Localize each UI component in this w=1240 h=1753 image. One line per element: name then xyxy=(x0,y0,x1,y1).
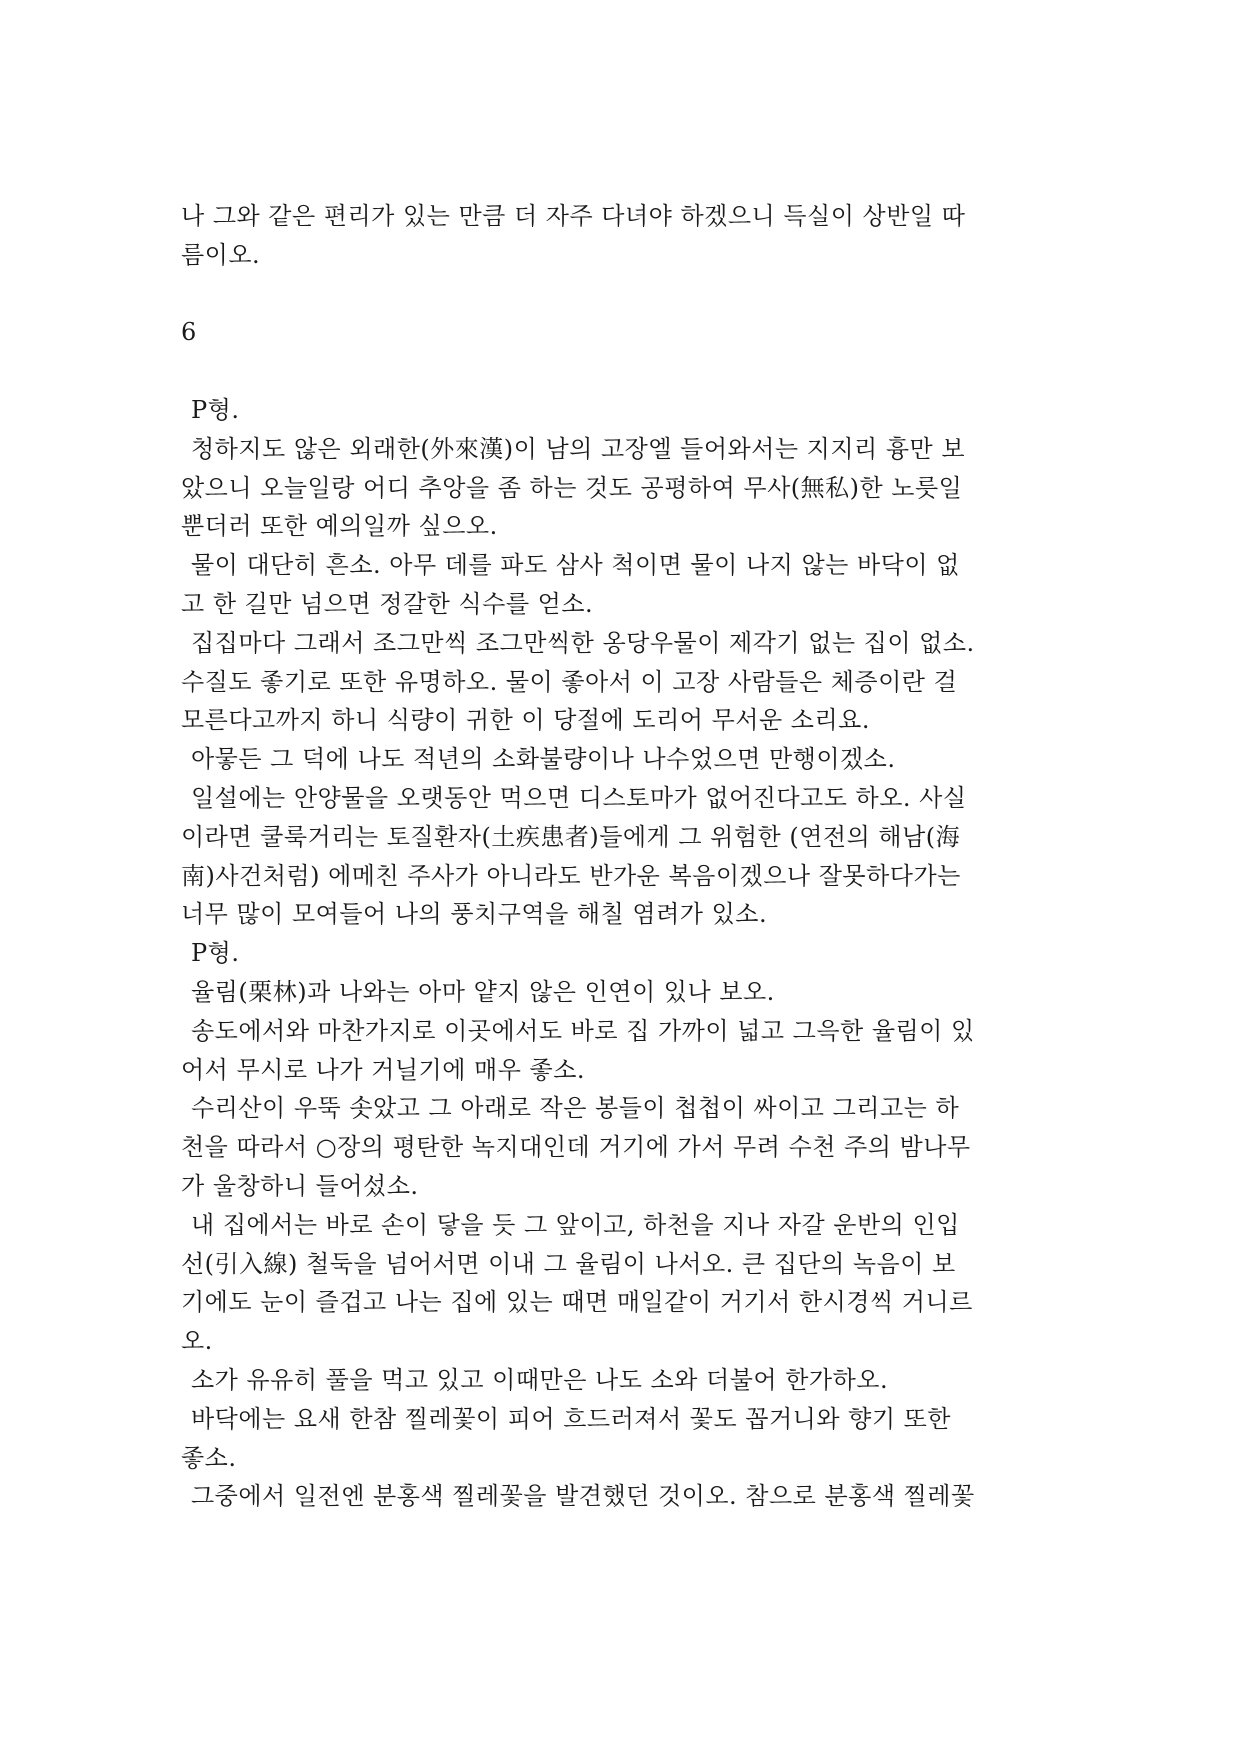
text-line: 어서 무시로 나가 거닐기에 매우 좋소. xyxy=(181,1055,586,1084)
text-line: 소가 유유히 풀을 먹고 있고 이때만은 나도 소와 더불어 한가하오. xyxy=(191,1365,889,1394)
text-line: 천을 따라서 ○장의 평탄한 녹지대인데 거기에 가서 무려 수천 주의 밤나무 xyxy=(181,1133,971,1162)
text-line: 기에도 눈이 즐겁고 나는 집에 있는 때면 매일같이 거기서 한시경씩 거니르 xyxy=(181,1288,973,1317)
text-line: 6 xyxy=(181,318,197,347)
text-line: 고 한 길만 넘으면 정갈한 식수를 얻소. xyxy=(181,589,594,618)
text-line: 좋소. xyxy=(181,1443,237,1472)
text-line: 南)사건처럼) 에메친 주사가 아니라도 반가운 복음이겠으나 잘못하다가는 xyxy=(181,861,961,890)
paragraph-gap xyxy=(181,352,1061,391)
text-line: 아뭏든 그 덕에 나도 적년의 소화불량이나 나수었으면 만행이겠소. xyxy=(191,745,896,774)
text-line: 나 그와 같은 편리가 있는 만큼 더 자주 다녀야 하겠으니 득실이 상반일 따 xyxy=(181,202,966,230)
text-line: 수리산이 우뚝 솟았고 그 아래로 작은 봉들이 첩첩이 싸이고 그리고는 하 xyxy=(191,1094,960,1123)
text-line: P형. xyxy=(191,939,240,968)
text-line: P형. xyxy=(191,395,240,424)
text-line: 집집마다 그래서 조그만씩 조그만씩한 옹당우물이 제각기 없는 집이 없소. xyxy=(191,628,975,657)
text-line: 수질도 좋기로 또한 유명하오. 물이 좋아서 이 고장 사람들은 체증이란 걸 xyxy=(181,667,958,696)
text-line: 모른다고까지 하니 식량이 귀한 이 당절에 도리어 무서운 소리요. xyxy=(181,706,870,735)
paragraph-gap xyxy=(181,275,1061,314)
text-line: 선(引入線) 철둑을 넘어서면 이내 그 율림이 나서오. 큰 집단의 녹음이 보 xyxy=(181,1249,956,1278)
text-line: 가 울창하니 들어섰소. xyxy=(181,1171,419,1200)
text-line: 물이 대단히 흔소. 아무 데를 파도 삼사 척이면 물이 나지 않는 바닥이 없 xyxy=(191,551,960,580)
text-line: 율림(栗林)과 나와는 아마 얕지 않은 인연이 있나 보오. xyxy=(191,977,775,1006)
text-line: 았으니 오늘일랑 어디 추앙을 좀 하는 것도 공평하여 무사(無私)한 노릇일 xyxy=(181,473,963,502)
text-line: 너무 많이 모여들어 나의 풍치구역을 해칠 염려가 있소. xyxy=(181,900,768,929)
text-line: 내 집에서는 바로 손이 닿을 듯 그 앞이고, 하천을 지나 자갈 운반의 인입 xyxy=(191,1210,960,1239)
text-line: 일설에는 안양물을 오랫동안 먹으면 디스토마가 없어진다고도 하오. 사실 xyxy=(191,783,967,812)
text-line: 뿐더러 또한 예의일까 싶으오. xyxy=(181,512,498,541)
text-line: 바닥에는 요새 한참 찔레꽃이 피어 흐드러져서 꽃도 꼽거니와 향기 또한 xyxy=(191,1404,951,1433)
text-line: 이라면 쿨룩거리는 토질환자(土疾患者)들에게 그 위험한 (연전의 해남(海 xyxy=(181,822,961,851)
text-line: 그중에서 일전엔 분홍색 찔레꽃을 발견했던 것이오. 참으로 분홍색 찔레꽃 xyxy=(191,1482,975,1511)
body-text xyxy=(181,197,1061,1516)
text-line: 송도에서와 마찬가지로 이곳에서도 바로 집 가까이 넓고 그윽한 율림이 있 xyxy=(191,1016,975,1045)
text-line: 름이오. xyxy=(181,240,261,269)
text-line: 오. xyxy=(181,1327,213,1356)
text-line: 청하지도 않은 외래한(外來漢)이 남의 고장엘 들어와서는 지지리 흉만 보 xyxy=(191,434,966,463)
